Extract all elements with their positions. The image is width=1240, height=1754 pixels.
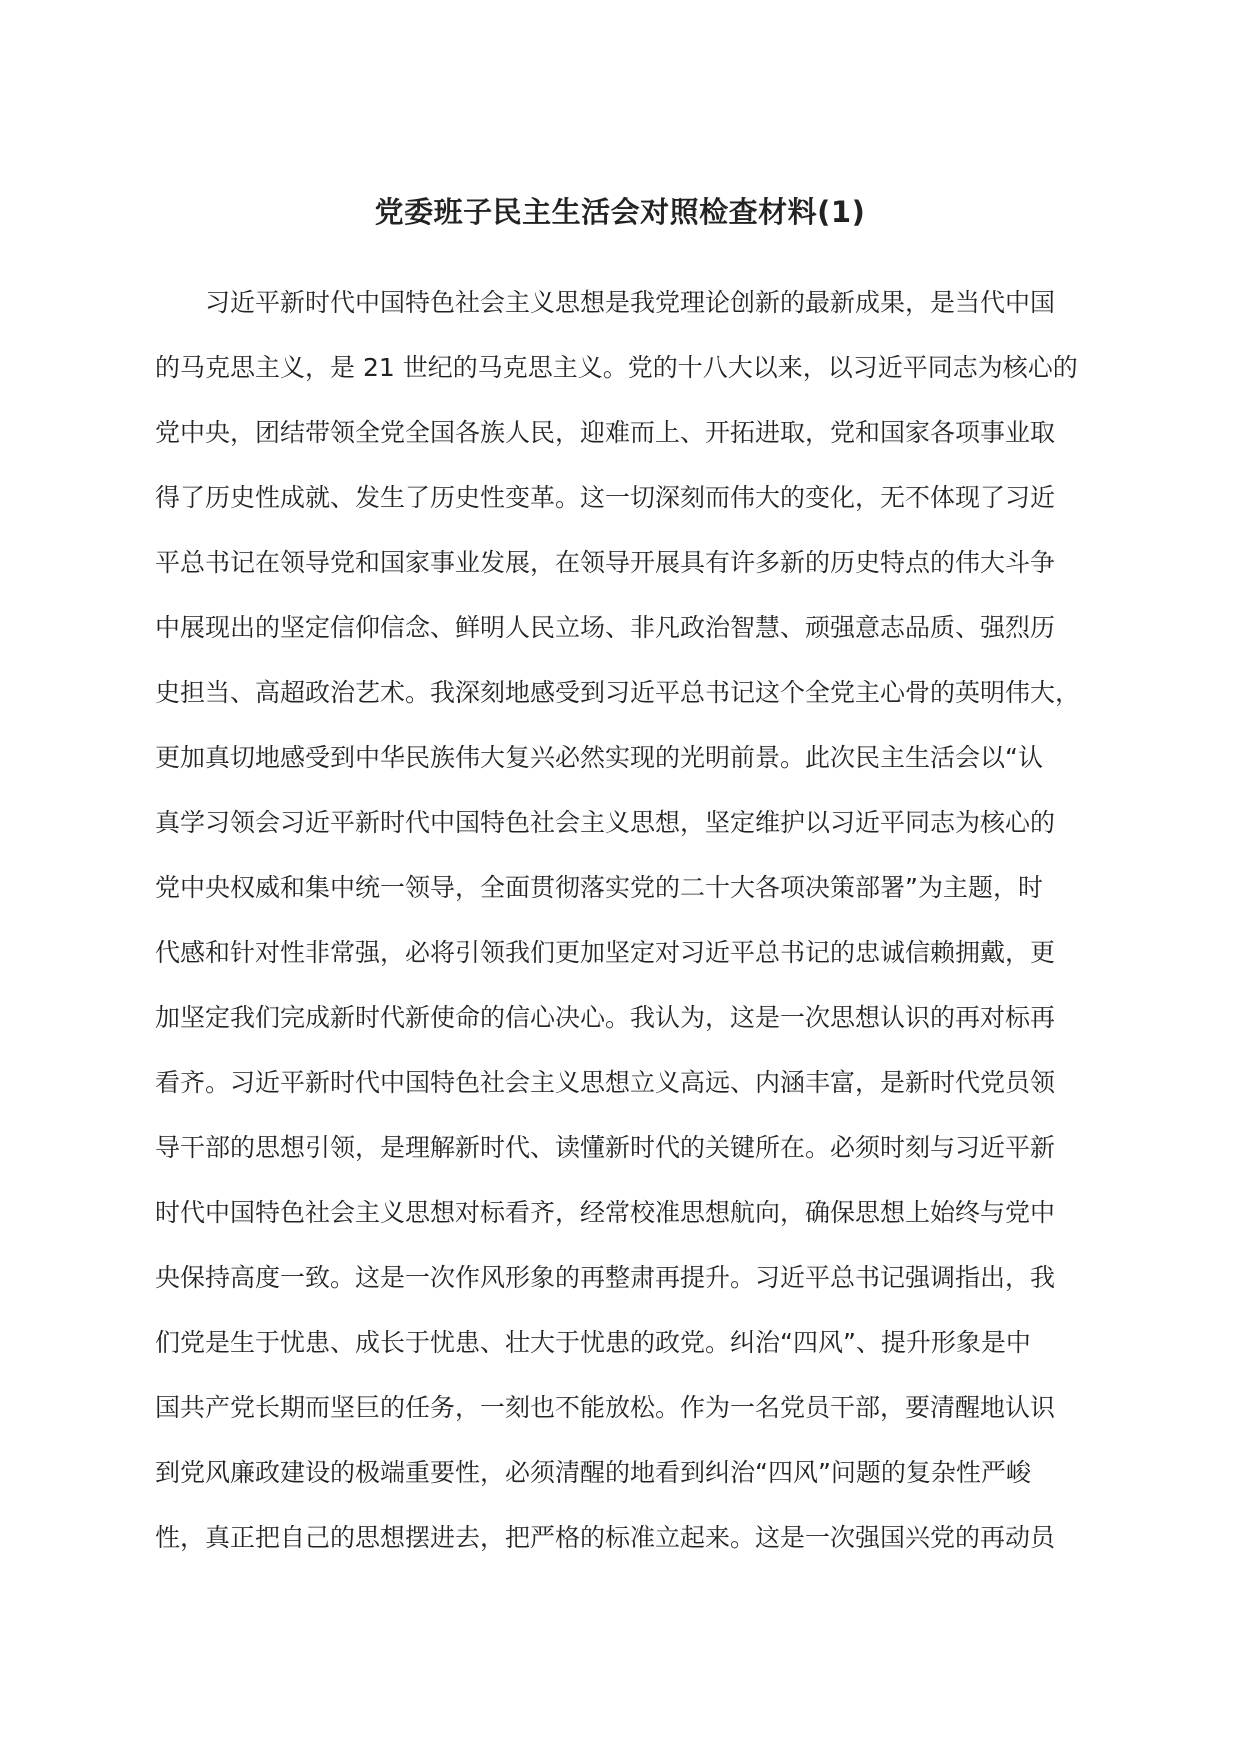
document-body (155, 270, 1085, 1570)
body-line: 加坚定我们完成新时代新使命的信心决心。我认为，这是一次思想认识的再对标再 (155, 1003, 1056, 1032)
body-line: 党中央权威和集中统一领导，全面贯彻落实党的二十大各项决策部署”为主题，时 (155, 873, 1043, 902)
body-line: 代感和针对性非常强，必将引领我们更加坚定对习近平总书记的忠诚信赖拥戴，更 (155, 938, 1056, 967)
body-line: 党中央，团结带领全党全国各族人民，迎难而上、开拓进取，党和国家各项事业取 (155, 418, 1056, 447)
body-line: 平总书记在领导党和国家事业发展，在领导开展具有许多新的历史特点的伟大斗争 (155, 548, 1056, 577)
body-line: 的马克思主义，是 21 世纪的马克思主义。党的十八大以来，以习近平同志为核心的 (155, 353, 1078, 382)
body-line: 中展现出的坚定信仰信念、鲜明人民立场、非凡政治智慧、顽强意志品质、强烈历 (155, 613, 1056, 642)
body-line: 国共产党长期而坚巨的任务，一刻也不能放松。作为一名党员干部，要清醒地认识 (155, 1393, 1056, 1422)
body-line: 看齐。习近平新时代中国特色社会主义思想立义高远、内涵丰富，是新时代党员领 (155, 1068, 1056, 1097)
document-title: 党委班子民主生活会对照检查材料(1) (374, 195, 866, 229)
body-line: 真学习领会习近平新时代中国特色社会主义思想，坚定维护以习近平同志为核心的 (155, 808, 1056, 837)
body-line: 导干部的思想引领，是理解新时代、读懂新时代的关键所在。必须时刻与习近平新 (155, 1133, 1056, 1162)
body-line: 央保持高度一致。这是一次作风形象的再整肃再提升。习近平总书记强调指出，我 (155, 1263, 1056, 1292)
body-line: 时代中国特色社会主义思想对标看齐，经常校准思想航向，确保思想上始终与党中 (155, 1198, 1056, 1227)
body-line: 更加真切地感受到中华民族伟大复兴必然实现的光明前景。此次民主生活会以“认 (155, 743, 1043, 772)
body-line: 性，真正把自己的思想摆进去，把严格的标准立起来。这是一次强国兴党的再动员 (155, 1523, 1056, 1552)
body-line: 得了历史性成就、发生了历史性变革。这一切深刻而伟大的变化，无不体现了习近 (155, 483, 1056, 512)
body-line: 史担当、高超政治艺术。我深刻地感受到习近平总书记这个全党主心骨的英明伟大， (155, 678, 1081, 707)
body-line: 习近平新时代中国特色社会主义思想是我党理论创新的最新成果，是当代中国 (205, 288, 1056, 317)
body-line: 到党风廉政建设的极端重要性，必须清醒的地看到纠治“四风”问题的复杂性严峻 (155, 1458, 1031, 1487)
body-line: 们党是生于忧患、成长于忧患、壮大于忧患的政党。纠治“四风”、提升形象是中 (155, 1328, 1031, 1357)
